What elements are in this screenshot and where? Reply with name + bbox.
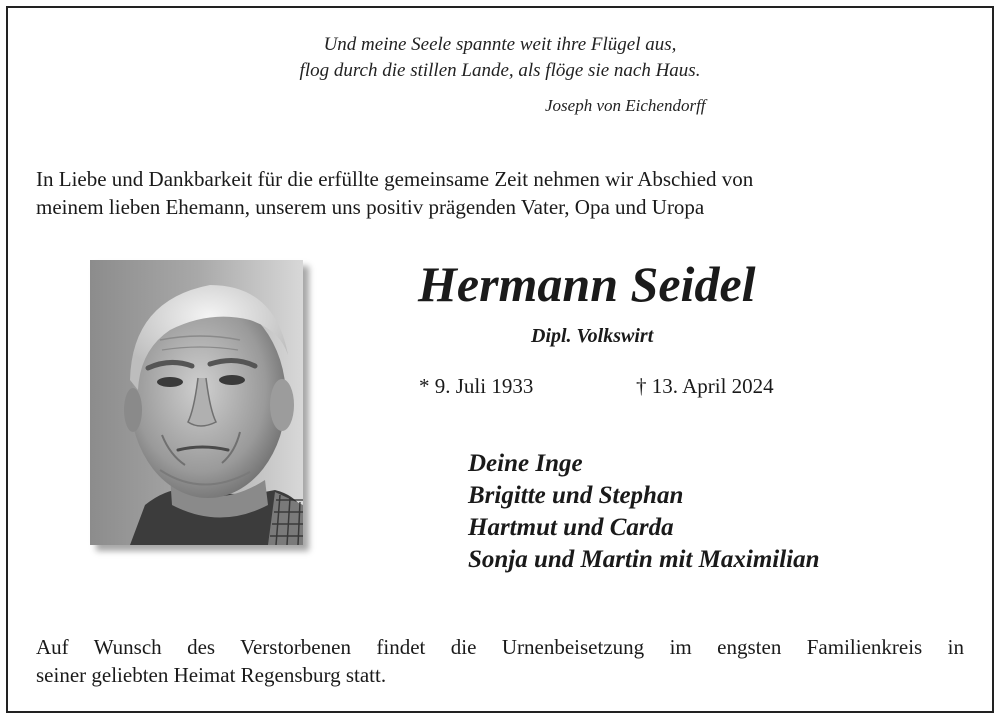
burial-notice-line-2: seiner geliebten Heimat Regensburg statt. bbox=[36, 663, 387, 687]
portrait-photo bbox=[90, 260, 303, 545]
mourners-list bbox=[468, 448, 820, 576]
poem-author: Joseph von Eichendorff bbox=[545, 96, 706, 115]
poem-line-2: flog durch die stillen Lande, als flöge sie nach Haus. bbox=[299, 60, 701, 81]
mourner-name: Sonja und Martin mit Maximilian bbox=[468, 546, 820, 573]
intro-line-1: In Liebe und Dankbarkeit für die erfüllte gemeinsame Zeit nehmen wir Abschied von bbox=[36, 167, 754, 191]
birth-date: * 9. Juli 1933 bbox=[419, 374, 534, 398]
deceased-title: Dipl. Volkswirt bbox=[531, 325, 654, 347]
mourner-name: Deine Inge bbox=[468, 450, 583, 477]
deceased-name: Hermann Seidel bbox=[418, 256, 756, 312]
intro-line-2: meinem lieben Ehemann, unserem uns positiv prägenden Vater, Opa und Uropa bbox=[36, 195, 705, 219]
death-date: † 13. April 2024 bbox=[636, 374, 774, 398]
burial-notice-line-1: Auf Wunsch des Verstorbenen findet die Urnenbeisetzung im engsten Familienkreis in bbox=[36, 635, 964, 659]
poem-line-1: Und meine Seele spannte weit ihre Flügel aus, bbox=[323, 34, 677, 55]
mourner-name: Hartmut und Carda bbox=[468, 514, 674, 541]
mourner-name: Brigitte und Stephan bbox=[468, 482, 684, 509]
